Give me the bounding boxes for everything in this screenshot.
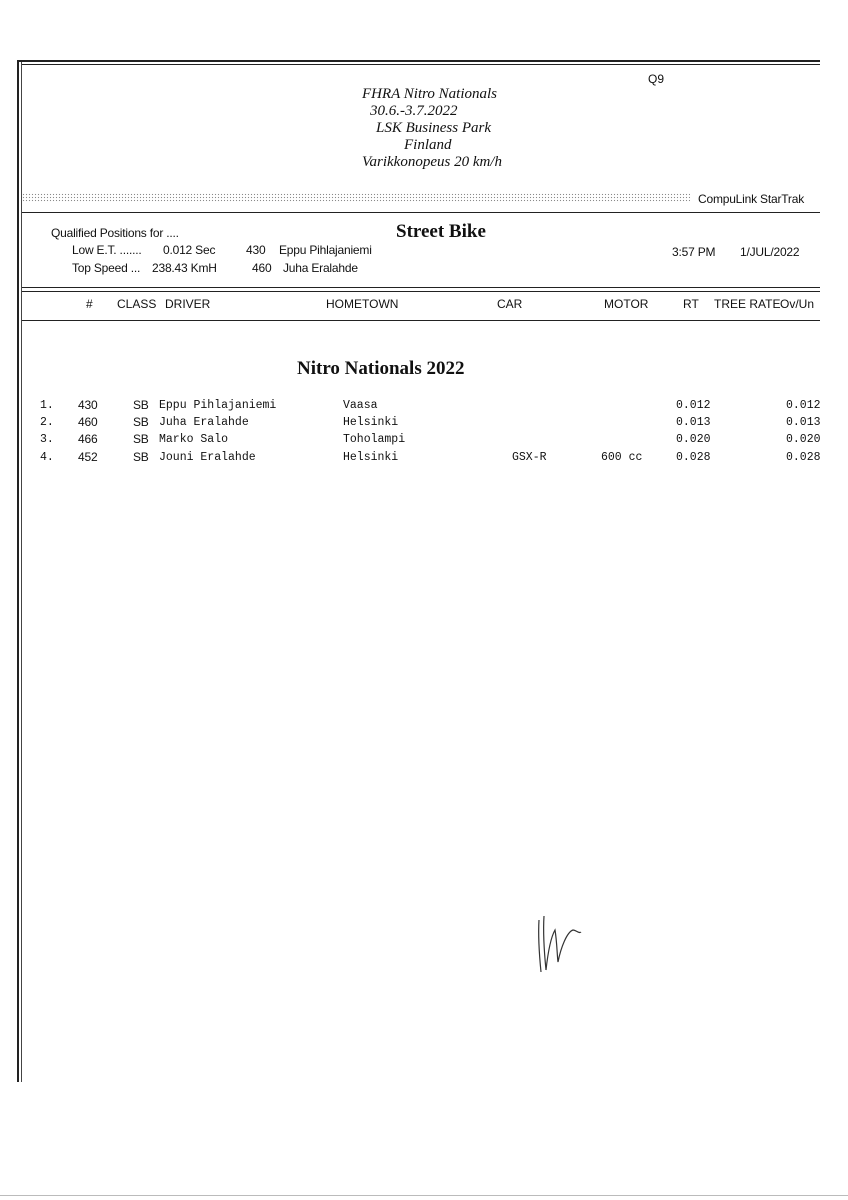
row-position: 1.	[40, 399, 54, 412]
left-border-inner	[21, 60, 22, 1082]
row-ovun: 0.012	[786, 399, 821, 412]
section-title: Nitro Nationals 2022	[297, 358, 465, 379]
row-rt: 0.012	[676, 399, 711, 412]
event-venue: LSK Business Park	[376, 120, 492, 136]
left-border	[17, 60, 19, 1082]
event-title: FHRA Nitro Nationals	[362, 86, 498, 102]
row-ovun: 0.028	[786, 451, 821, 464]
qualified-label: Qualified Positions for ....	[51, 226, 179, 240]
row-hometown: Helsinki	[343, 416, 399, 429]
row-position: 4.	[40, 451, 54, 464]
row-class: SB	[133, 415, 149, 429]
row-class: SB	[133, 398, 149, 412]
row-number: 430	[78, 398, 98, 412]
row-rt: 0.028	[676, 451, 711, 464]
low-et-driver: Eppu Pihlajaniemi	[279, 243, 372, 257]
class-title: Street Bike	[396, 221, 486, 242]
dotted-band	[22, 193, 690, 202]
row-class: SB	[133, 450, 149, 464]
rule-columns-top2	[22, 291, 820, 292]
row-number: 452	[78, 450, 98, 464]
row-driver: Jouni Eralahde	[159, 451, 256, 464]
col-tree-rate: TREE RATE	[714, 297, 781, 311]
top-border-inner	[22, 64, 820, 65]
row-ovun: 0.020	[786, 433, 821, 446]
row-class: SB	[133, 432, 149, 446]
col-driver: DRIVER	[165, 297, 211, 311]
low-et-value: 0.012 Sec	[163, 243, 216, 257]
row-hometown: Vaasa	[343, 399, 378, 412]
top-speed-driver: Juha Eralahde	[283, 261, 358, 275]
row-motor: 600 cc	[601, 451, 643, 464]
row-car: GSX-R	[512, 451, 547, 464]
report-time: 3:57 PM	[672, 245, 716, 259]
col-class: CLASS	[117, 297, 157, 311]
row-hometown: Helsinki	[343, 451, 399, 464]
row-driver: Marko Salo	[159, 433, 229, 446]
top-speed-number: 460	[252, 261, 272, 275]
row-hometown: Toholampi	[343, 433, 406, 446]
page-code: Q9	[648, 72, 665, 86]
col-rt: RT	[683, 297, 699, 311]
low-et-number: 430	[246, 243, 266, 257]
row-position: 2.	[40, 416, 54, 429]
row-number: 460	[78, 415, 98, 429]
row-rt: 0.013	[676, 416, 711, 429]
report-date: 1/JUL/2022	[740, 245, 800, 259]
event-dates: 30.6.-3.7.2022	[370, 103, 458, 119]
rule-columns-top	[22, 287, 820, 288]
row-position: 3.	[40, 433, 54, 446]
row-number: 466	[78, 432, 98, 446]
top-speed-label: Top Speed ...	[72, 261, 141, 275]
col-ovun: Ov/Un	[780, 297, 815, 311]
event-speed-limit: Varikkonopeus 20 km/h	[362, 154, 502, 170]
top-speed-value: 238.43 KmH	[152, 261, 217, 275]
system-label: CompuLink StarTrak	[698, 192, 804, 206]
row-driver: Eppu Pihlajaniemi	[159, 399, 277, 412]
row-ovun: 0.013	[786, 416, 821, 429]
col-hometown: HOMETOWN	[326, 297, 399, 311]
top-border	[17, 60, 820, 62]
col-car: CAR	[497, 297, 523, 311]
event-country: Finland	[404, 137, 452, 153]
row-rt: 0.020	[676, 433, 711, 446]
rule-columns-bottom	[22, 320, 820, 321]
row-driver: Juha Eralahde	[159, 416, 249, 429]
rule-header	[22, 212, 820, 213]
col-num: #	[86, 297, 93, 311]
low-et-label: Low E.T. .......	[72, 243, 142, 257]
signature-mark	[535, 912, 595, 982]
col-motor: MOTOR	[604, 297, 649, 311]
page-bottom-edge	[0, 1195, 848, 1196]
